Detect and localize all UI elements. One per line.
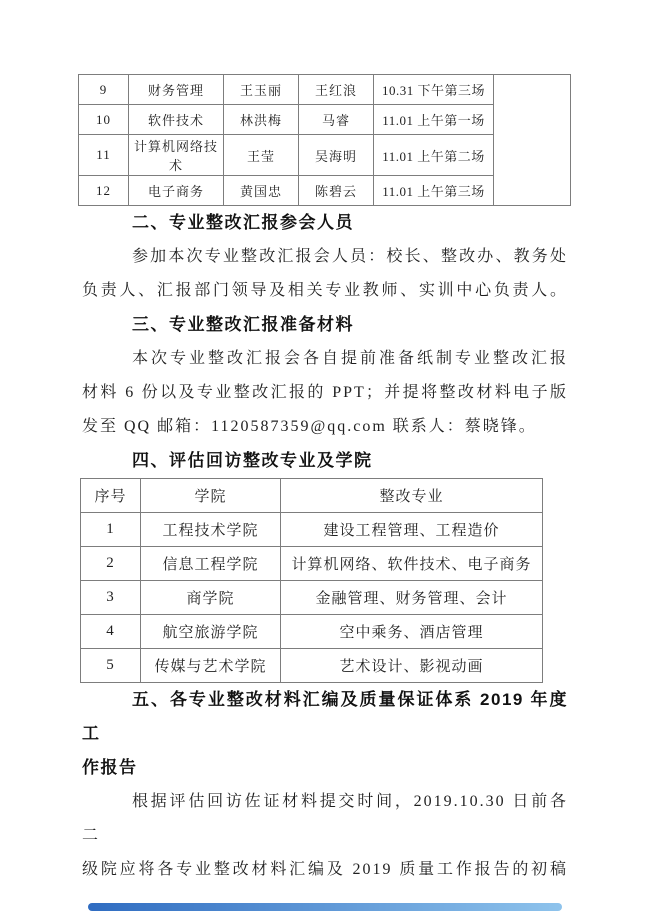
table-cell: 软件技术 bbox=[129, 105, 224, 135]
table-cell: 11 bbox=[79, 135, 129, 176]
table-cell: 商学院 bbox=[141, 581, 281, 615]
table-cell: 计算机网络技术 bbox=[129, 135, 224, 176]
table-cell: 王红浪 bbox=[299, 75, 374, 105]
table-cell: 1 bbox=[81, 513, 141, 547]
section-5-heading bbox=[82, 683, 568, 785]
section-2-paragraph bbox=[82, 240, 568, 308]
table-cell: 传媒与艺术学院 bbox=[141, 649, 281, 683]
text-line: 三、专业整改汇报准备材料 bbox=[132, 315, 354, 334]
table-cell: 王莹 bbox=[224, 135, 299, 176]
table-cell: 11.01 上午第一场 bbox=[374, 105, 494, 135]
table-cell: 4 bbox=[81, 615, 141, 649]
table-cell: 航空旅游学院 bbox=[141, 615, 281, 649]
table-cell: 10.31 下午第三场 bbox=[374, 75, 494, 105]
text-line: 根据评估回访佐证材料提交时间，2019.10.30 日前各二 bbox=[82, 793, 568, 844]
table-cell: 3 bbox=[81, 581, 141, 615]
table-row bbox=[81, 513, 543, 547]
text-line: 负责人、汇报部门领导及相关专业教师、实训中心负责人。 bbox=[82, 282, 568, 299]
table-cell: 金融管理、财务管理、会计 bbox=[281, 581, 543, 615]
text-line: 级院应将各专业整改材料汇编及 2019 质量工作报告的初稿 bbox=[82, 861, 568, 878]
section-2-heading bbox=[82, 206, 568, 240]
colleges-majors-table bbox=[80, 478, 543, 683]
text-line: 四、评估回访整改专业及学院 bbox=[132, 451, 373, 470]
section-4-heading bbox=[82, 444, 568, 478]
table-cell: 9 bbox=[79, 75, 129, 105]
table-cell: 计算机网络、软件技术、电子商务 bbox=[281, 547, 543, 581]
text-line: 本次专业整改汇报会各自提前准备纸制专业整改汇报 bbox=[132, 350, 568, 367]
table-cell: 财务管理 bbox=[129, 75, 224, 105]
table-cell: 马睿 bbox=[299, 105, 374, 135]
text-line: 材料 6 份以及专业整改汇报的 PPT；并提将整改材料电子版 bbox=[82, 384, 568, 401]
table-cell: 信息工程学院 bbox=[141, 547, 281, 581]
table-cell: 林洪梅 bbox=[224, 105, 299, 135]
table-header-cell: 学院 bbox=[141, 479, 281, 513]
table-cell: 12 bbox=[79, 176, 129, 206]
table-cell: 黄国忠 bbox=[224, 176, 299, 206]
table-cell: 电子商务 bbox=[129, 176, 224, 206]
table-cell: 10 bbox=[79, 105, 129, 135]
table-cell: 2 bbox=[81, 547, 141, 581]
text-line: 五、各专业整改材料汇编及质量保证体系 2019 年度工 bbox=[82, 690, 568, 743]
table-cell: 陈碧云 bbox=[299, 176, 374, 206]
section-3-paragraph bbox=[82, 342, 568, 444]
table-merged-empty-cell bbox=[494, 75, 571, 206]
text-line: 作报告 bbox=[82, 758, 138, 777]
table-cell: 11.01 上午第二场 bbox=[374, 135, 494, 176]
page-loading-progress-bar bbox=[88, 903, 562, 911]
table-cell: 建设工程管理、工程造价 bbox=[281, 513, 543, 547]
table-row bbox=[79, 75, 571, 105]
table-row bbox=[81, 547, 543, 581]
text-line: 二、专业整改汇报参会人员 bbox=[132, 213, 354, 232]
table-cell: 吴海明 bbox=[299, 135, 374, 176]
table-cell: 工程技术学院 bbox=[141, 513, 281, 547]
text-line: 发至 QQ 邮箱：1120587359@qq.com 联系人：蔡晓锋。 bbox=[82, 418, 537, 435]
table-cell: 王玉丽 bbox=[224, 75, 299, 105]
table-header-row bbox=[81, 479, 543, 513]
table-row bbox=[81, 615, 543, 649]
table-row bbox=[81, 581, 543, 615]
table-cell: 11.01 上午第三场 bbox=[374, 176, 494, 206]
table-cell: 空中乘务、酒店管理 bbox=[281, 615, 543, 649]
table-header-cell: 序号 bbox=[81, 479, 141, 513]
section-5-paragraph bbox=[82, 785, 568, 887]
text-line: 参加本次专业整改汇报会人员：校长、整改办、教务处 bbox=[132, 248, 568, 265]
report-schedule-table bbox=[78, 74, 571, 206]
table-row bbox=[81, 649, 543, 683]
section-3-heading bbox=[82, 308, 568, 342]
table-header-cell: 整改专业 bbox=[281, 479, 543, 513]
table-cell: 艺术设计、影视动画 bbox=[281, 649, 543, 683]
table-cell: 5 bbox=[81, 649, 141, 683]
